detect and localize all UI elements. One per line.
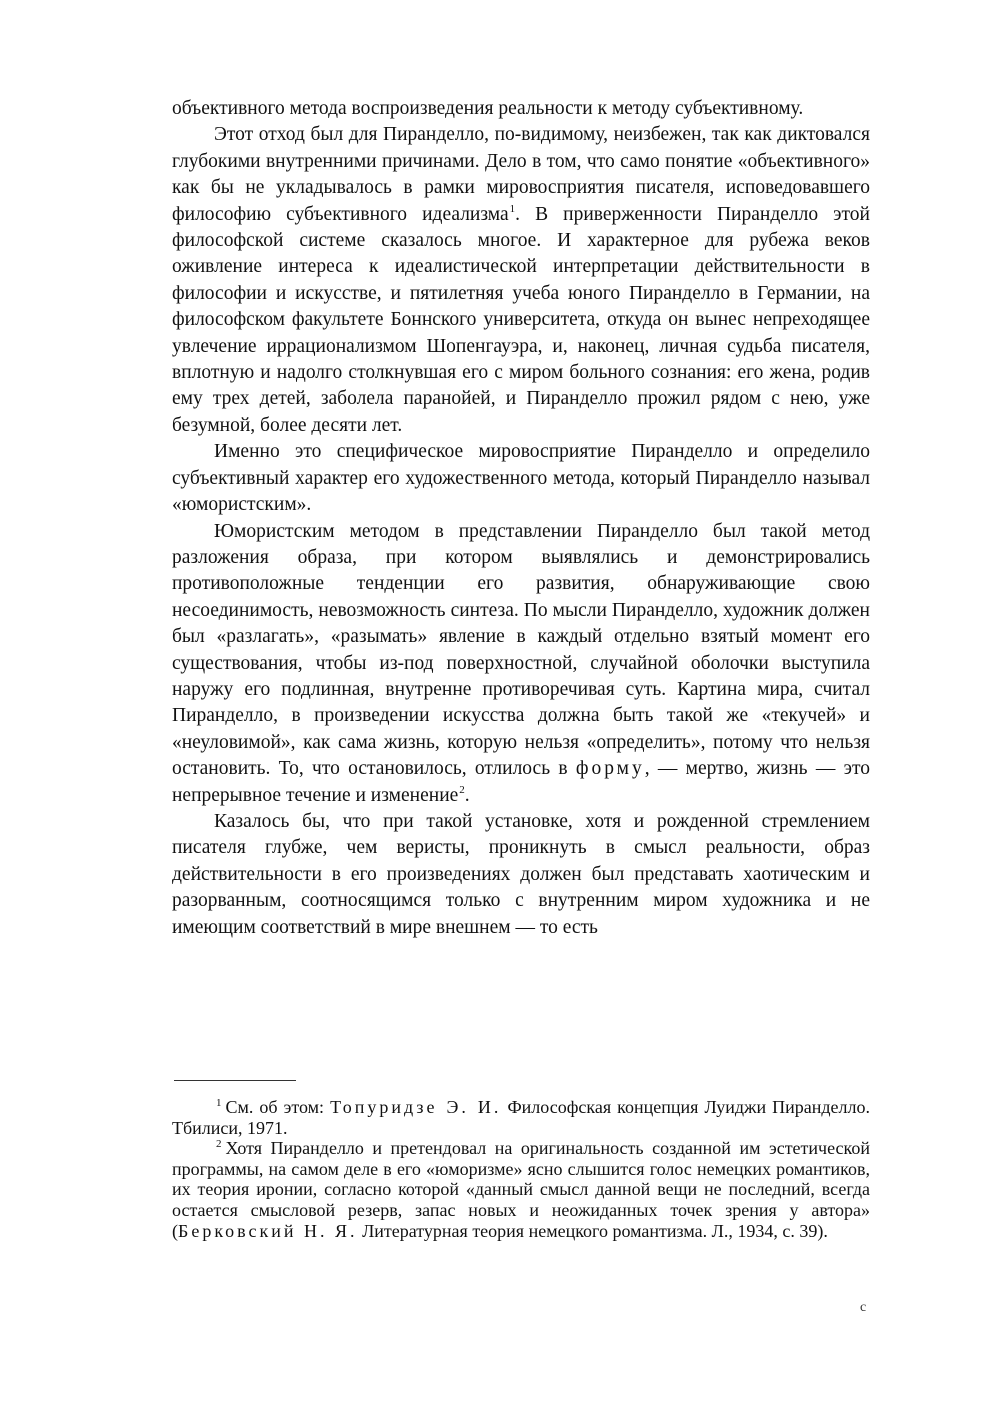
footnote-1-title: Философская концепция Луиджи Пиранделло. Тбилиси, 1971.	[172, 1097, 870, 1138]
footnote-ref-2[interactable]: 2	[459, 783, 465, 796]
paragraph-4-end: .	[464, 784, 470, 806]
footnote-divider	[174, 1080, 296, 1081]
paragraph-4-text: Юмористским методом в представлении Пиранделло был такой метод разложения образа, при котором выявлялись и демонстрировались противоположные тенденции его развития, обнаруживающие свою несоединимость, невозможность синтеза. По мысли Пиранделло, художник должен был «разлагать», «разымать» явление в каждый отдельно взятый момент его существования, чтобы из-под поверхностной, случайной оболочки выступила наружу его подлинная, внутренне противоречивая суть. Картина мира, считал Пиранделло, в произведении искусства должна быть такой же «текучей» и «неуловимой», как сама жизнь, которую нельзя «определить», потому что нельзя остановить. То, что остановилось, отлилось в	[172, 520, 870, 780]
footnote-2-author: Берковский Н. Я.	[178, 1220, 358, 1241]
footnote-2-text: Хотя Пиранделло и претендовал на оригинальность созданной им эстетической программы, на самом деле в его «юморизме» ясно слышится голос немецких романтиков, их теория иронии, согласно которой «данный смысл данной вещи не последний, всегда остается смысловой резерв, запас новых и неожиданных точек зрения у автора» (	[172, 1138, 870, 1241]
paragraph-2	[172, 122, 870, 439]
paragraph-4	[172, 519, 870, 809]
footnote-1-text: См. об этом:	[225, 1097, 331, 1117]
footnote-number-1: 1	[216, 1097, 222, 1109]
page-mark: c	[860, 1300, 867, 1315]
footnote-number-2: 2	[216, 1138, 222, 1151]
paragraph-2-text-cont: . В приверженности Пиранделло этой философской системе сказалось многое. И характерное для рубежа веков оживление интереса к идеалистической интерпретации действительности в философии и искусстве, и пятилетняя учеба юного Пиранделло в Германии, на философском факультете Боннского университета, откуда он вынес непреходящее увлечение иррационализмом Шопенгауэра, и, наконец, личная судьба писателя, вплотную и надолго столкнувшая его с миром больного сознания: его жена, родив ему трех детей, заболела паранойей, и Пиранделло прожил рядом с нею, уже безумной, более десяти лет.	[172, 203, 870, 436]
emphasized-word: форму	[575, 758, 645, 780]
footnote-1-author: Топуридзе Э. И.	[330, 1097, 502, 1117]
footnote-2	[172, 1138, 870, 1241]
footnote-1	[172, 1097, 870, 1138]
footnote-2-title: Литературная теория немецкого романтизма. Л., 1934, с. 39).	[357, 1220, 828, 1241]
body-text	[172, 96, 870, 941]
paragraph-4-text-cont: , — мертво, жизнь — это непрерывное течение и изменение	[172, 758, 870, 806]
paragraph-2-text: Этот отход был для Пиранделло, по-видимому, неизбежен, так как диктовался глубокими внутренними причинами. Дело в том, что само понятие «объективного» как бы не укладывалось в рамки мировосприятия писателя, исповедовавшего философию субъективного идеализма	[172, 124, 870, 225]
paragraph-5: Казалось бы, что при такой установке, хотя и рожденной стремлением писателя глубже, чем веристы, проникнуть в смысл реальности, образ действительности в его произведениях должен был представать хаотическим и разорванным, соотносящимся только с внутренним миром художника и не имеющим соответствий в мире внешнем — то есть	[172, 810, 870, 938]
footnotes	[172, 1097, 870, 1241]
paragraph-1: объективного метода воспроизведения реальности к методу субъективному.	[172, 98, 804, 119]
footnote-ref-1[interactable]: 1	[509, 202, 516, 215]
paragraph-3: Именно это специфическое мировосприятие Пиранделло и определило субъективный характер его художественного метода, который Пиранделло называл «юмористским».	[172, 441, 870, 516]
